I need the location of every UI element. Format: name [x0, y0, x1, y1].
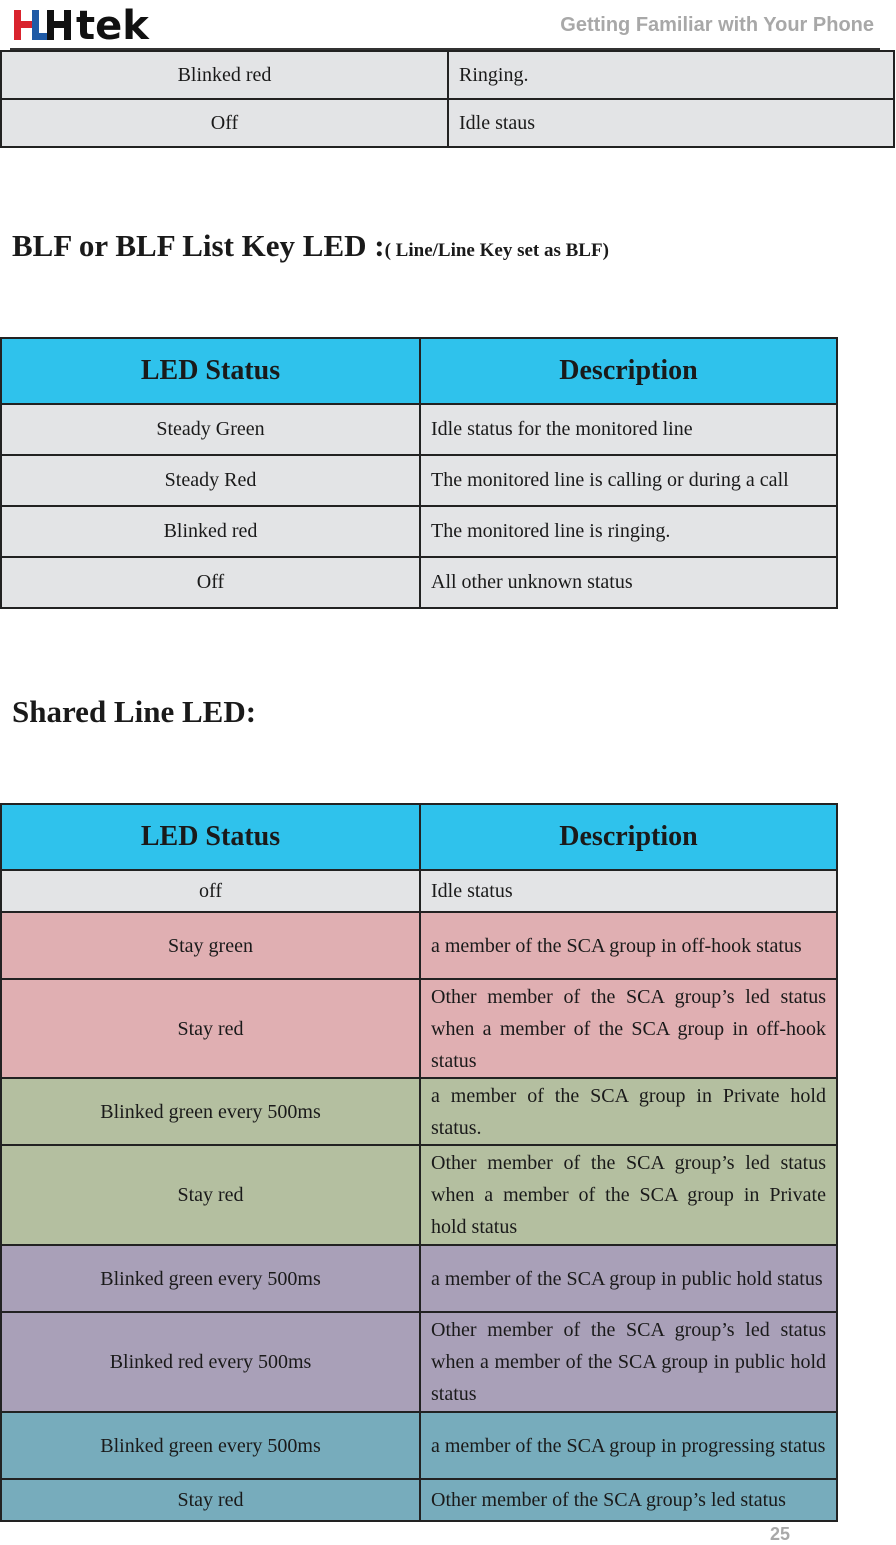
table-header-row: [1, 338, 837, 404]
description-cell: a member of the SCA group in public hold status: [420, 1245, 837, 1312]
table-header-row: [1, 804, 837, 870]
description-cell: All other unknown status: [420, 557, 837, 608]
table-row: [1, 979, 837, 1078]
status-cell: Blinked green every 500ms: [1, 1078, 420, 1145]
status-cell: Blinked red: [1, 506, 420, 557]
htek-logo: [12, 6, 202, 44]
shared-line-led-table: [0, 803, 838, 1522]
status-cell: Stay red: [1, 1479, 420, 1521]
table-row: [1, 99, 894, 147]
led-status-table-continued: [0, 50, 895, 148]
status-cell: Blinked green every 500ms: [1, 1245, 420, 1312]
description-cell: Other member of the SCA group’s led status: [420, 1479, 837, 1521]
status-cell: Blinked green every 500ms: [1, 1412, 420, 1479]
led-status-header: LED Status: [1, 338, 420, 404]
status-cell: off: [1, 870, 420, 912]
status-cell: Off: [1, 557, 420, 608]
description-header: Description: [420, 338, 837, 404]
description-cell: a member of the SCA group in progressing status: [420, 1412, 837, 1479]
svg-text:tek: tek: [76, 6, 149, 44]
page-number: 25: [769, 1524, 790, 1544]
description-cell: Other member of the SCA group’s led status when a member of the SCA group in public hold status: [420, 1312, 837, 1412]
table-row: [1, 557, 837, 608]
table-row: [1, 1145, 837, 1245]
blf-title-text: BLF or BLF List Key LED :: [12, 228, 385, 263]
status-cell: Stay green: [1, 912, 420, 979]
table-row: [1, 1412, 837, 1479]
status-cell: Blinked red every 500ms: [1, 1312, 420, 1412]
description-cell: a member of the SCA group in off-hook status: [420, 912, 837, 979]
table-row: [1, 912, 837, 979]
description-cell: a member of the SCA group in Private hold status.: [420, 1078, 837, 1145]
table-row: [1, 1245, 837, 1312]
status-cell: Steady Green: [1, 404, 420, 455]
chapter-header: Getting Familiar with Your Phone: [560, 14, 874, 36]
status-cell: Stay red: [1, 979, 420, 1078]
description-cell: Ringing.: [448, 51, 894, 99]
description-cell: The monitored line is ringing.: [420, 506, 837, 557]
table-row: [1, 51, 894, 99]
description-cell: Idle staus: [448, 99, 894, 147]
table-row: [1, 870, 837, 912]
table-row: [1, 1479, 837, 1521]
blf-led-table: [0, 337, 838, 609]
description-cell: The monitored line is calling or during a call: [420, 455, 837, 506]
blf-section-title: [12, 228, 609, 264]
blf-subtitle: ( Line/Line Key set as BLF): [384, 240, 609, 261]
table-row: [1, 455, 837, 506]
description-cell: Idle status for the monitored line: [420, 404, 837, 455]
status-cell: Off: [1, 99, 448, 147]
description-cell: Idle status: [420, 870, 837, 912]
status-cell: Steady Red: [1, 455, 420, 506]
led-status-header: LED Status: [1, 804, 420, 870]
description-cell: Other member of the SCA group’s led status when a member of the SCA group in off-hook status: [420, 979, 837, 1078]
description-header: Description: [420, 804, 837, 870]
status-cell: Blinked red: [1, 51, 448, 99]
status-cell: Stay red: [1, 1145, 420, 1245]
table-row: [1, 506, 837, 557]
table-row: [1, 1078, 837, 1145]
table-row: [1, 404, 837, 455]
description-cell: Other member of the SCA group’s led status when a member of the SCA group in Private hold status: [420, 1145, 837, 1245]
table-row: [1, 1312, 837, 1412]
shared-line-section-title: Shared Line LED:: [12, 694, 257, 729]
